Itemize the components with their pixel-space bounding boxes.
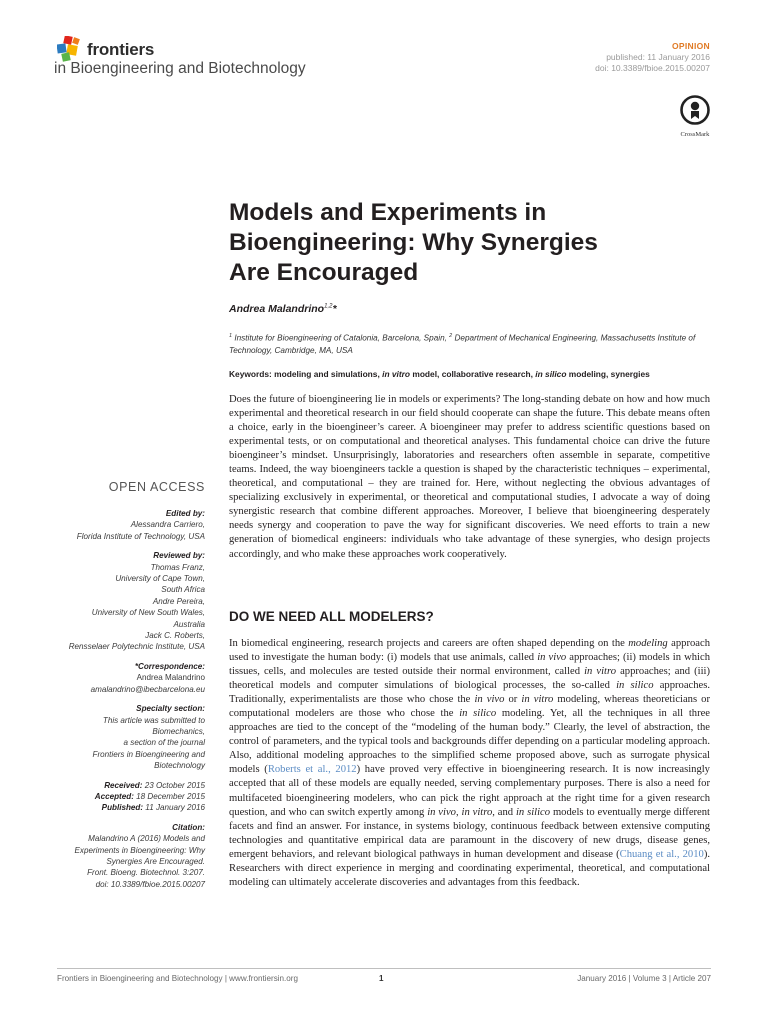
- title-line: Are Encouraged: [229, 259, 419, 286]
- accepted-date: [40, 791, 205, 802]
- text-run: in silico: [616, 680, 654, 692]
- reviewer-affiliation: Rensselaer Polytechnic Institute, USA: [68, 642, 205, 652]
- text-run: In biomedical engineering, research projects and careers are often shaped depending on the: [229, 638, 629, 649]
- keyword-text: in silico: [535, 369, 567, 379]
- citation-link-chuang[interactable]: Chuang et al., 2010: [619, 848, 704, 860]
- text-run: approaches; (ii) models in which tissues, cells, and molecules are tested outside their normal environment, called: [229, 652, 710, 678]
- published-date-sidebar: [40, 802, 205, 813]
- text-run: modeling: [628, 638, 668, 649]
- reviewed-by-block: [40, 550, 205, 653]
- dates-block: [40, 780, 205, 814]
- editor-name: Alessandra Carriero,: [130, 520, 205, 530]
- section-heading: DO WE NEED ALL MODELERS?: [229, 609, 434, 624]
- citation-text: Synergies Are Encouraged.: [106, 856, 205, 866]
- specialty-text: a section of the journal: [123, 738, 205, 748]
- crossmark-label: CrossMark: [680, 131, 710, 138]
- sidebar-heading: *Correspondence:: [134, 661, 205, 671]
- keywords-label: Keywords:: [229, 369, 272, 379]
- footer-divider: [57, 968, 711, 969]
- sidebar-heading: Citation:: [172, 822, 205, 832]
- text-run: , and: [492, 806, 516, 818]
- sidebar-heading: Published:: [101, 803, 144, 813]
- crossmark-icon: [680, 95, 710, 125]
- sidebar-heading: Received:: [104, 780, 143, 790]
- citation-text: Front. Bioeng. Biotechnol. 3:207.: [87, 868, 205, 878]
- specialty-text: This article was submitted to: [102, 715, 205, 725]
- text-run: in vivo: [474, 694, 505, 706]
- title-line: Bioengineering: Why Synergies: [229, 229, 598, 256]
- reviewer-name: Andre Pereira,: [152, 596, 205, 606]
- affiliations: [229, 330, 699, 357]
- text-run: in vivo: [537, 652, 567, 664]
- keyword-text: model, collaborative research,: [410, 369, 536, 379]
- text-run: modeling, whereas theoreticians or computational modelers are those who chose the: [229, 694, 710, 720]
- text-run: in vivo: [427, 806, 456, 818]
- affiliation-2: Department of Mechanical Engineering, Massachusetts Institute of Technology, Cambridge, MA, USA: [229, 333, 696, 355]
- citation-link-roberts[interactable]: Roberts et al., 2012: [267, 764, 357, 776]
- author-star: *: [332, 303, 337, 315]
- keyword-text: in vitro: [382, 369, 411, 379]
- reviewer-name: Jack C. Roberts,: [145, 631, 205, 641]
- citation-text: Malandrino A (2016) Models and: [88, 834, 205, 844]
- frontiers-logo-icon: [57, 36, 81, 62]
- footer-journal[interactable]: Frontiers in Bioengineering and Biotechnology | www.frontiersin.org: [57, 974, 298, 983]
- article-info-sidebar: [40, 508, 205, 898]
- text-run: ,: [455, 806, 462, 818]
- citation-block: [40, 822, 205, 890]
- citation-text: Experiments in Bioengineering: Why: [74, 845, 205, 855]
- correspondence-block: [40, 661, 205, 695]
- text-run: approaches; and (iii) theoretical models and computer simulations of biological processes, the so-called: [229, 666, 710, 692]
- specialty-section-block: [40, 703, 205, 771]
- title-line: Models and Experiments in: [229, 199, 547, 226]
- affil-sup: 2: [449, 333, 453, 339]
- brand-name: frontiers: [87, 40, 155, 59]
- published-date: published: 11 January 2016: [606, 52, 710, 62]
- text-run: approach used to investigate the human body: (i) models that use animals, called: [229, 638, 710, 664]
- reviewer-affiliation: University of New South Wales,: [91, 608, 205, 618]
- article-title: [229, 198, 669, 288]
- author-affil-sup: 1,2: [324, 303, 333, 310]
- sidebar-heading: Edited by:: [165, 509, 205, 518]
- affiliation-1: Institute for Bioengineering of Catalonia, Barcelona, Spain,: [232, 333, 450, 343]
- text-run: approaches. Traditionally, experimentalists are those who chose the: [229, 680, 710, 706]
- received-date: [40, 780, 205, 791]
- specialty-text: Frontiers in Bioengineering and: [92, 749, 205, 759]
- text-run: ). Researchers with direct experience in merging and coordinating experimental, theoretical, and computational modeling can ultimately accelerate discoveries and advantages from this feedback.: [229, 848, 710, 888]
- text-run: in silico: [459, 708, 497, 720]
- keyword-text: modeling, synergies: [566, 369, 650, 379]
- date-value: 18 December 2015: [133, 791, 205, 801]
- sidebar-heading: Specialty section:: [136, 704, 205, 714]
- sidebar-heading: Reviewed by:: [153, 551, 205, 561]
- text-run: or: [504, 694, 522, 706]
- specialty-text: Biomechanics,: [152, 726, 205, 736]
- reviewer-name: Thomas Franz,: [150, 562, 205, 572]
- edited-by-block: [40, 508, 205, 542]
- reviewer-affiliation: South Africa: [161, 585, 205, 595]
- text-run: ) have proved very effective in bioengineering research. It is now increasingly accepted that all of these models are equally needed, serving complementary purposes. There is also a need for multifaceted bioengineering modelers, who can pick the right approach at the right time for a given research question, and who can switch expertly among: [229, 764, 710, 818]
- author-name[interactable]: Andrea Malandrino: [229, 303, 325, 315]
- correspondence-email[interactable]: amalandrino@ibecbarcelona.eu: [90, 684, 205, 694]
- crossmark-badge[interactable]: [678, 95, 712, 139]
- text-run: in vitro: [521, 694, 554, 706]
- correspondence-name: Andrea Malandrino: [136, 673, 205, 683]
- text-run: in silico: [515, 806, 551, 818]
- reviewer-affiliation: Australia: [173, 619, 205, 629]
- open-access-label: OPEN ACCESS: [108, 480, 205, 494]
- footer-issue-info: January 2016 | Volume 3 | Article 207: [577, 974, 711, 983]
- citation-text: doi: 10.3389/fbioe.2015.00207: [95, 879, 205, 889]
- text-run: modeling. Yet, all the techniques in all three approaches are tied to the concept of the “modeling of the human body.” Clearly, the level of abstraction, the control of parameters, and the typical tools and backgrounds differ depending on a particular modeling approach. Also, additional modeling approaches to the simplified scheme proposed above, such as surrogate physical models (: [229, 708, 710, 776]
- keyword-text: modeling and simulations,: [271, 369, 383, 379]
- paragraph-modelers: [229, 637, 710, 890]
- doi: doi: 10.3389/fbioe.2015.00207: [595, 63, 710, 73]
- author-line: [229, 303, 337, 315]
- text-run: models to eventually merge different facets and find an answer. For instance, in systems biology, continuous feedback between extensive computing technologies and quantitative empirical data are paramount in the discovery of new drugs, disease genes, emergent behaviors, and relevant biological pathways in human development and disease (: [229, 806, 711, 860]
- article-type: OPINION: [672, 41, 710, 51]
- reviewer-affiliation: University of Cape Town,: [115, 574, 205, 584]
- journal-name: in Bioengineering and Biotechnology: [54, 60, 306, 77]
- keywords: [229, 369, 699, 379]
- specialty-text: Biotechnology: [154, 761, 205, 771]
- sidebar-heading: Accepted:: [94, 791, 134, 801]
- affil-sup: 1: [229, 333, 233, 339]
- date-value: 23 October 2015: [142, 780, 205, 790]
- page-number: 1: [379, 974, 384, 983]
- article-meta: [595, 41, 710, 74]
- date-value: 11 January 2016: [143, 803, 205, 813]
- text-run: in vitro: [584, 666, 617, 678]
- text-run: in vitro: [461, 806, 493, 818]
- editor-affiliation: Florida Institute of Technology, USA: [76, 531, 205, 541]
- paragraph-intro: Does the future of bioengineering lie in models or experiments? The long-standing debate on how and how much experimental and theoretical research in our field should cooperate can shape the future. This debate means often a choice, early in the bioengineer’s career. A bioengineer may prefer to address scientific questions based on experimental tests, or on computational and theoretical analyses. This fundamental choice can drive the future bioengineer’s mindset. Unsurprisingly, laboratories and researchers often assemble in separate, competitive teams. Indeed, the way bioengineers tackle a question is shaped by the characteristic techniques – experimental, theoretical, and computational – they are trained for. Here, without neglecting the obvious advantages of specializing exclusively in experimental, or theoretical and computational studies, I advocate a way of doing synergistic research that combine different approaches. Moreover, I believe that bioengineering desperately needs synergy and cooperation to pave the way for significant discoveries. We need efforts to train a new generation of biomedical engineers: individuals who take advantage of these synergies, who design projects accordingly, and who make these approaches work cooperatively.: [229, 394, 710, 560]
